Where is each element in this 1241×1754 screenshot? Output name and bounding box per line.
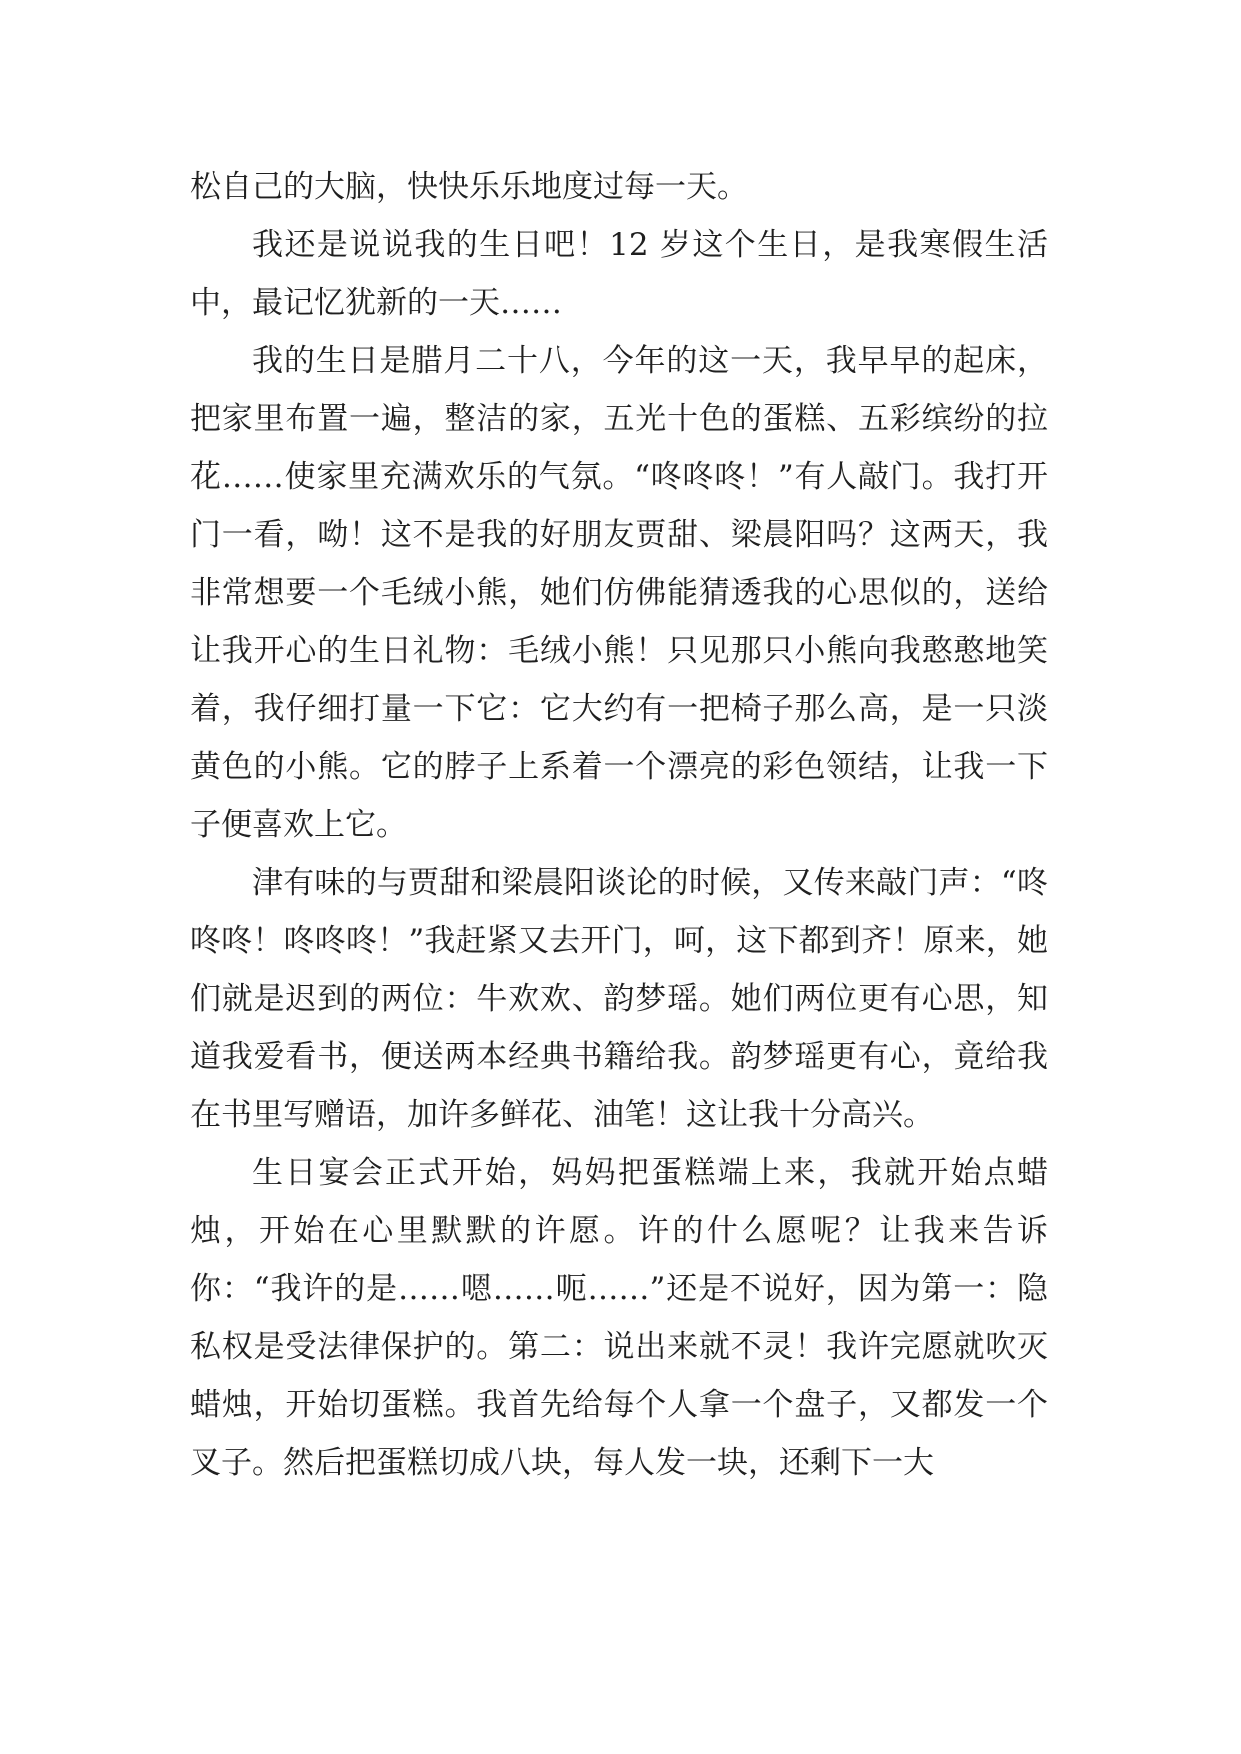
paragraph-5: 生日宴会正式开始，妈妈把蛋糕端上来，我就开始点蜡烛，开始在心里默默的许愿。许的什么愿呢？让我来告诉你：“我许的是……嗯……呃……”还是不说好，因为第一：隐私权是受法律保护的。第二：说出来就不灵！我许完愿就吹灭蜡烛，开始切蛋糕。我首先给每个人拿一个盘子，又都发一个叉子。然后把蛋糕切成八块，每人发一块，还剩下一大 [190,1155,1048,1481]
document-body [190,158,1048,1492]
paragraph-3: 我的生日是腊月二十八，今年的这一天，我早早的起床，把家里布置一遍，整洁的家，五光十色的蛋糕、五彩缤纷的拉花……使家里充满欢乐的气氛。“咚咚咚！”有人敲门。我打开门一看，呦！这不是我的好朋友贾甜、梁晨阳吗？这两天，我非常想要一个毛绒小熊，她们仿佛能猜透我的心思似的，送给让我开心的生日礼物：毛绒小熊！只见那只小熊向我憨憨地笑着，我仔细打量一下它：它大约有一把椅子那么高，是一只淡黄色的小熊。它的脖子上系着一个漂亮的彩色领结，让我一下子便喜欢上它。 [190,343,1048,843]
paragraph-1: 松自己的大脑，快快乐乐地度过每一天。 [190,169,748,205]
paragraph-2: 我还是说说我的生日吧！12 岁这个生日，是我寒假生活中，最记忆犹新的一天…… [190,227,1048,321]
paragraph-4: 津有味的与贾甜和梁晨阳谈论的时候，又传来敲门声：“咚咚咚！咚咚咚！”我赶紧又去开门，呵，这下都到齐！原来，她们就是迟到的两位：牛欢欢、韵梦瑶。她们两位更有心思，知道我爱看书，便送两本经典书籍给我。韵梦瑶更有心，竟给我在书里写赠语，加许多鲜花、油笔！这让我十分高兴。 [190,865,1048,1133]
